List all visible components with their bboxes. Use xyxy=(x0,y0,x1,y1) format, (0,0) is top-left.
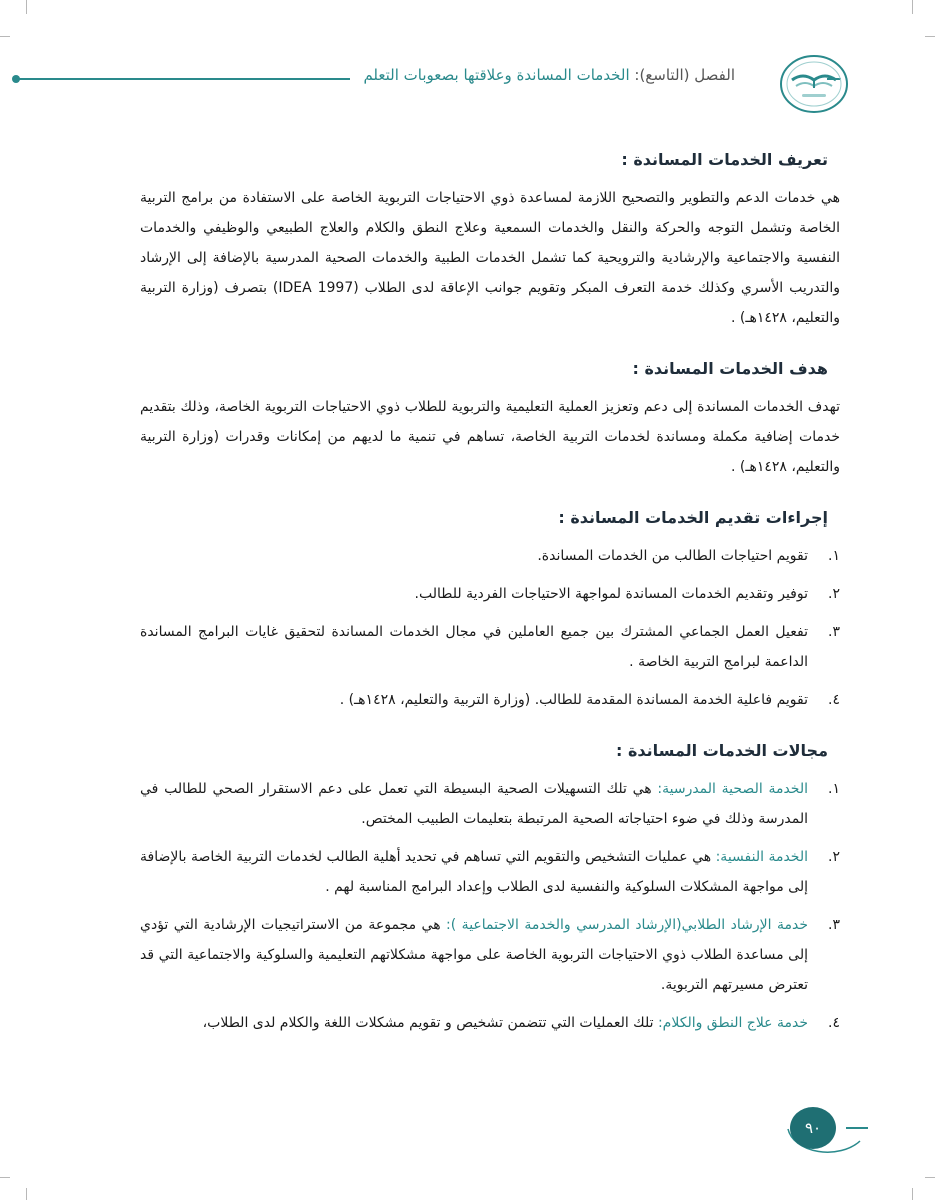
header-rule xyxy=(16,78,350,80)
page-number: ٩٠ xyxy=(790,1107,836,1149)
footer-rule xyxy=(846,1127,868,1129)
field-description: تلك العمليات التي تتضمن تشخيص و تقويم مشكلات اللغة والكلام لدى الطلاب، xyxy=(202,1015,658,1031)
list-item-number: ٢. xyxy=(828,849,840,865)
chapter-name: الخدمات المساندة وعلاقتها بصعوبات التعلم xyxy=(363,66,630,84)
goal-heading: هدف الخدمات المساندة : xyxy=(632,359,828,378)
crop-mark-left-lower xyxy=(0,1177,10,1178)
list-item xyxy=(140,579,840,609)
crop-mark-left-upper xyxy=(0,36,10,37)
fields-heading: مجالات الخدمات المساندة : xyxy=(615,741,828,760)
field-description: هي مجموعة من الاستراتيجيات الإرشادية التي تؤدي إلى مساعدة الطلاب ذوي الاحتياجات التربوية الخاصة على مواجهة مشكلاتهم التعليمية والسلوكية والاجتماعية التي قد تعترض مسيرتهم التربوية. xyxy=(140,917,808,993)
list-item xyxy=(140,541,840,571)
page-header xyxy=(0,50,935,120)
list-item-number: ٣. xyxy=(828,624,840,640)
page-content xyxy=(140,150,840,1064)
list-item-text: تقويم احتياجات الطالب من الخدمات المساندة. xyxy=(537,548,808,564)
list-item-number: ٢. xyxy=(828,586,840,602)
procedures-list xyxy=(140,541,840,715)
field-term: الخدمة النفسية: xyxy=(715,849,808,865)
list-item-number: ٤. xyxy=(828,692,840,708)
definition-heading: تعريف الخدمات المساندة : xyxy=(621,150,828,169)
list-item-text: تقويم فاعلية الخدمة المساندة المقدمة للطالب. (وزارة التربية والتعليم، ١٤٢٨هـ) . xyxy=(339,692,808,708)
field-description: هي عمليات التشخيص والتقويم التي تساهم في تحديد أهلية الطالب لخدمات التربية الخاصة بالإضافة إلى مواجهة المشكلات السلوكية والنفسية لدى الطلاب وإعداد البرامج المناسبة لهم . xyxy=(140,849,808,895)
list-item-number: ١. xyxy=(828,781,840,797)
crop-mark-top-left xyxy=(26,0,27,14)
goal-paragraph: تهدف الخدمات المساندة إلى دعم وتعزيز العملية التعليمية والتربوية للطلاب ذوي الاحتياجات التربوية الخاصة، وذلك بتقديم خدمات إضافية مكملة ومساندة لخدمات التربية الخاصة، تساهم في تنمية ما لديهم من إمكانات وقدرات (وزارة التربية والتعليم، ١٤٢٨هـ) . xyxy=(140,399,840,475)
crop-mark-right-lower xyxy=(925,1177,935,1178)
list-item xyxy=(140,1008,840,1038)
list-item xyxy=(140,617,840,677)
crop-mark-bottom-right xyxy=(912,1188,913,1200)
crop-mark-bottom-left xyxy=(26,1188,27,1200)
field-term: الخدمة الصحية المدرسية: xyxy=(657,781,808,797)
field-description: هي تلك التسهيلات الصحية البسيطة التي تعمل على دعم الاستقرار الصحي للطالب في المدرسة وذلك في ضوء احتياجاته الصحية المرتبطة بتعليمات الطبيب المختص. xyxy=(140,781,808,827)
chapter-title xyxy=(363,66,735,84)
list-item xyxy=(140,910,840,1000)
definition-paragraph: هي خدمات الدعم والتطوير والتصحيح اللازمة لمساعدة ذوي الاحتياجات التربوية الخاصة على الاستفادة من برامج التربية الخاصة وتشمل التوجه والحركة والنقل والخدمات السمعية وعلاج النطق والكلام والعلاج الطبيعي والوظيفي والخدمات النفسية والاجتماعية والإرشادية والترويحية كما تشمل الخدمات الطبية والخدمات الصحية المدرسية بالإضافة إلى الإرشاد والتدريب الأسري وكذلك خدمة التعرف المبكر وتقويم جوانب الإعاقة لدى الطلاب (IDEA 1997) بتصرف (وزارة التربية والتعليم، ١٤٢٨هـ) . xyxy=(140,190,840,326)
list-item-number: ٣. xyxy=(828,917,840,933)
procedures-heading: إجراءات تقديم الخدمات المساندة : xyxy=(558,508,828,527)
list-item xyxy=(140,842,840,902)
crop-mark-right-upper xyxy=(925,36,935,37)
fields-list xyxy=(140,774,840,1038)
list-item xyxy=(140,685,840,715)
list-item-number: ٤. xyxy=(828,1015,840,1031)
list-item-number: ١. xyxy=(828,548,840,564)
field-term: خدمة علاج النطق والكلام: xyxy=(657,1015,808,1031)
crop-mark-top-right xyxy=(912,0,913,14)
list-item-text: تفعيل العمل الجماعي المشترك بين جميع العاملين في مجال الخدمات المساندة لتحقيق غايات البرامج المساندة الداعمة لبرامج التربية الخاصة . xyxy=(140,624,808,670)
open-book-logo-icon xyxy=(774,50,854,120)
chapter-label: الفصل (التاسع): xyxy=(634,66,735,84)
field-term: خدمة الإرشاد الطلابي(الإرشاد المدرسي والخدمة الاجتماعية ): xyxy=(446,917,808,933)
list-item xyxy=(140,774,840,834)
list-item-text: توفير وتقديم الخدمات المساندة لمواجهة الاحتياجات الفردية للطالب. xyxy=(414,586,808,602)
